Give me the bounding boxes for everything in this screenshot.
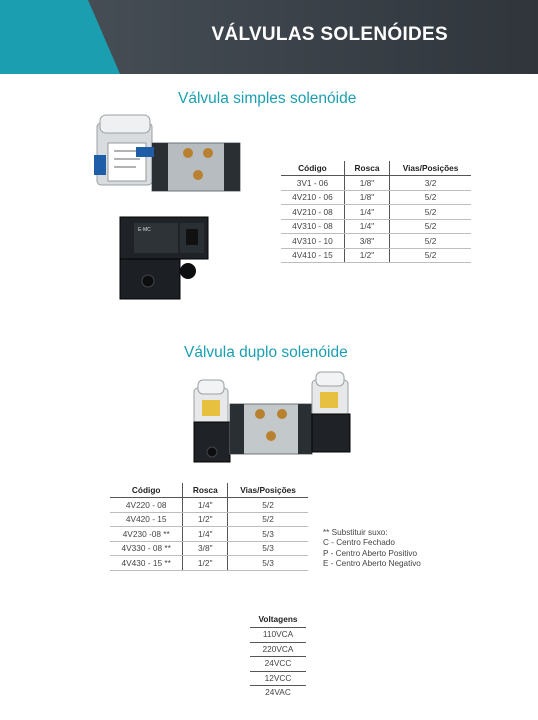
cell-rosca: 1/2" <box>183 512 228 527</box>
note-line: P - Centro Aberto Positivo <box>323 548 418 558</box>
column-header-vias: Vias/Posições <box>390 161 471 176</box>
note-line: E - Centro Aberto Negativo <box>323 558 421 568</box>
table-row <box>110 527 308 542</box>
voltage-item: 24VCC <box>250 656 306 671</box>
cell-vias: 5/3 <box>228 556 308 571</box>
table-row <box>281 219 471 234</box>
cell-vias: 3/2 <box>390 176 471 191</box>
table-header-row <box>281 161 471 176</box>
voltage-item: 220VCA <box>250 642 306 657</box>
cell-rosca: 1/4" <box>183 527 228 542</box>
note-line: C - Centro Fechado <box>323 538 395 548</box>
table-header-row <box>110 483 308 498</box>
single-solenoid-table <box>281 161 471 263</box>
voltage-item: 110VCA <box>250 627 306 642</box>
cell-rosca: 1/2'' <box>183 556 228 571</box>
note-line: ** Substituir suxo: <box>323 528 388 537</box>
cell-codigo: 4V210 - 08 <box>281 205 344 220</box>
double-solenoid-valve-image <box>192 370 352 466</box>
cell-codigo: 4V330 - 08 ** <box>110 541 183 556</box>
cell-rosca: 1/2" <box>344 248 389 263</box>
table-row <box>110 512 308 527</box>
cell-codigo: 4V310 - 08 <box>281 219 344 234</box>
svg-text:E·MC: E·MC <box>138 227 151 233</box>
cell-vias: 5/2 <box>390 248 471 263</box>
cell-vias: 5/3 <box>228 541 308 556</box>
cell-vias: 5/2 <box>228 512 308 527</box>
column-header-codigo: Código <box>281 161 344 176</box>
cell-codigo: 3V1 - 06 <box>281 176 344 191</box>
column-header-vias: Vias/Posições <box>228 483 308 498</box>
cell-vias: 5/2 <box>228 498 308 513</box>
cell-rosca: 1/4" <box>344 205 389 220</box>
column-header-rosca: Rosca <box>344 161 389 176</box>
cell-rosca: 3/8" <box>344 234 389 249</box>
cell-vias: 5/2 <box>390 234 471 249</box>
double-solenoid-table <box>110 483 308 571</box>
cell-codigo: 4V410 - 15 <box>281 248 344 263</box>
cell-codigo: 4V220 - 08 <box>110 498 183 513</box>
table-row <box>281 190 471 205</box>
cell-vias: 5/2 <box>390 205 471 220</box>
cell-codigo: 4V310 - 10 <box>281 234 344 249</box>
column-header-rosca: Rosca <box>183 483 228 498</box>
table-row <box>281 234 471 249</box>
single-solenoid-valve-image <box>92 113 244 203</box>
cell-codigo: 4V210 - 06 <box>281 190 344 205</box>
voltage-item: 24VAC <box>250 685 306 700</box>
cell-codigo: 4V230 -08 ** <box>110 527 183 542</box>
cell-rosca: 1/8" <box>344 190 389 205</box>
cell-codigo: 4V430 - 15 ** <box>110 556 183 571</box>
column-header-codigo: Código <box>110 483 183 498</box>
section-title-single: Válvula simples solenóide <box>178 90 357 107</box>
cell-rosca: 1/4" <box>344 219 389 234</box>
table-row <box>281 176 471 191</box>
cell-codigo: 4V420 - 15 <box>110 512 183 527</box>
voltage-item: 12VCC <box>250 671 306 686</box>
table-row <box>110 556 308 571</box>
suffix-notes <box>323 528 421 569</box>
header-banner <box>0 0 538 74</box>
table-row <box>281 248 471 263</box>
cell-vias: 5/3 <box>228 527 308 542</box>
cell-vias: 5/2 <box>390 190 471 205</box>
section-title-double: Válvula duplo solenóide <box>184 344 348 361</box>
table-row <box>110 498 308 513</box>
table-row <box>110 541 308 556</box>
cell-rosca: 3/8" <box>183 541 228 556</box>
table-row <box>281 205 471 220</box>
single-coil-valve-image <box>108 213 213 303</box>
cell-rosca: 1/4" <box>183 498 228 513</box>
cell-rosca: 1/8" <box>344 176 389 191</box>
voltages-list <box>250 614 306 700</box>
page-title: VÁLVULAS SOLENÓIDES <box>211 24 448 45</box>
cell-vias: 5/2 <box>390 219 471 234</box>
voltages-title: Voltagens <box>258 614 298 624</box>
